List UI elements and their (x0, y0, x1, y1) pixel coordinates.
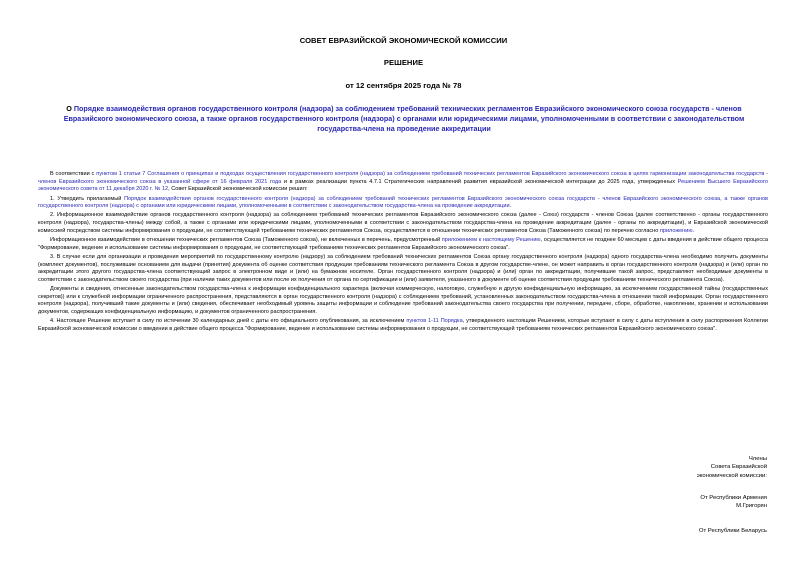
paragraph-3: 3. В случае если для организации и проведения мероприятий по государственному контролю (надзору) за соблюдением требований технических регламентов Союза органу государственного контроля (надзора) одного государства-члена необходимо получить документы (комплект документов), послужившие основанием для выдачи (принятия) документа об оценке соответствия продукции требованиям технического регламента Союза в другом государстве-члене, он может направить в орган государственного контроля (надзора) и (или) орган по аккредитации этого другого государства-члена соответствующий запрос в электронном виде и (или) на бумажном носителе. Орган государственного контроля (надзора) и (или) орган по аккредитации, получившие такой запрос, представляют необходимые документы в соответствии с законодательством своего государства (при наличии таких документов или после их получения от органа по сертификации и (или) заявителя, указанного в документе об оценке соответствия продукции требованиям технического регламента Союза). (38, 253, 768, 283)
document-title (52, 104, 756, 135)
text-run: Информационное взаимодействие в отношении технических регламентов Союза (Таможенного союза), не включенных в перечень, предусмотренный (50, 237, 442, 244)
text-run: , утвержденного настоящим Решением, которые вступают в силу с даты вступления в силу распоряжения Коллегии Евразийской экономической комиссии о введении в действие общего процесса "Формирование, ведение и использование системы информирования о продукции, не соответствующей требованиям технических регламентов Евразийского экономического союза". (38, 318, 768, 333)
title-prefix: О (66, 104, 74, 113)
signature-armenia (700, 494, 767, 511)
document-body (38, 171, 768, 334)
document-type: РЕШЕНИЕ (383, 58, 424, 67)
text-run: В соответствии с (50, 171, 97, 177)
signature-belarus (699, 527, 767, 535)
signature-heading-line: Члены (748, 456, 767, 462)
procedure-link[interactable]: Порядок взаимодействия органов государственного контроля (надзора) за соблюдением требований технических регламентов Евразийского экономического союза государств - членов Евразийского экономического союза, а также органов государственного контроля (надзора) с органами или юридическими лицами, уполномоченными в соответствии с законодательством государства-члена на проведение аккредитации (38, 195, 768, 210)
paragraph-preamble (38, 171, 768, 194)
title-link[interactable]: Порядке взаимодействия органов государственного контроля (надзора) за соблюдением требований технических регламентов Евразийского экономического союза государств - членов Евразийского экономического союза, а также органов государственного контроля (надзора) с органами или юридическими лицами, уполномоченными в соответствии с законодательством государства-члена на проведение аккредитации (63, 104, 745, 134)
signatory-country: От Республики Армения (700, 495, 767, 501)
procedure-items-link[interactable]: пунктов 1-11 Порядка (406, 318, 463, 325)
decision-link[interactable]: Решением Высшего Евразийского экономического совета от 11 декабря 2020 г. № 12 (38, 178, 768, 193)
paragraph-3-continued: Документы и сведения, отнесенные законодательством государства-члена к информации конфиденциального характера (включая коммерческую, налоговую, служебную и другую конфиденциальную информацию, за исключением государственной тайны (государственных секретов)) или к служебной информации ограниченного распространения, представляются в орган государственного контроля (надзора) с соблюдением требований, установленных законодательством государства-члена в отношении такой информации. Орган государственного контроля (надзора), получивший такие документы и (или) сведения, обеспечивает необходимый уровень защиты информации и соблюдение требований законодательства своего государства при получении, передаче, сборе, обработке, накоплении, хранении и использовании документов, содержащих конфиденциальную информацию, и документов ограниченного распространения. (38, 286, 768, 316)
signature-heading (697, 455, 767, 480)
text-run: 2. Информационное взаимодействие органов государственного контроля (надзора) за соблюдением требований технических регламентов Евразийского экономического союза (далее - Союз) государств - членов Союза (далее соответственно - органы государственного контроля (надзора), государства-члены) между собой, а также с органами или юридическими лицами, уполномоченными в соответствии с законодательством государства-члена на проведение аккредитации (далее - органы по аккредитации), и Евразийской экономической комиссией посредством системы информирования о продукции, не соответствующей требованиям технических регламентов Союза, осуществляется в отношении технических регламентов Союза (Таможенного союза) по перечню согласно (38, 212, 768, 234)
paragraph-4 (38, 318, 768, 333)
text-run: 4. Настоящее Решение вступает в силу по истечении 30 календарных дней с даты его официального опубликования, за исключением (50, 318, 407, 325)
signature-heading-line: Совета Евразийской (710, 464, 767, 471)
paragraph-2-continued (38, 237, 768, 252)
signatory-country: От Республики Беларусь (698, 528, 767, 534)
text-run: и в рамках реализации пункта 4.7.1 Стратегических направлений развития евразийской экономической интеграции до 2025 года, утвержденных (281, 178, 678, 185)
text-run: , осуществляется не позднее 60 месяцев с даты введения в действие общего процесса "Формирование, ведение и использование системы информирования о продукции, не соответствующей требованиям технических регламентов Евразийского экономического союза". (38, 237, 768, 251)
text-run: , Совет Евразийской экономической комиссии решил: (168, 186, 308, 193)
document-date: от 12 сентября 2025 года № 78 (345, 81, 462, 90)
paragraph-2 (38, 212, 768, 235)
agreement-link[interactable]: пунктом 1 статьи 7 Соглашения о принципах и подходах осуществления государственного контроля (надзора) за соблюдением требований технических регламентов Евразийского экономического союза в целях гармонизации законодательства государств - членов Евразийского экономического союза в указанной сфере от 16 февраля 2021 года (38, 171, 768, 185)
issuing-authority: СОВЕТ ЕВРАЗИЙСКОЙ ЭКОНОМИЧЕСКОЙ КОМИССИИ (299, 36, 508, 45)
text-run: . (509, 203, 512, 210)
appendix-decision-link[interactable]: приложением к настоящему Решению (441, 237, 541, 244)
appendix-link[interactable]: приложению (659, 227, 693, 234)
paragraph-1 (38, 196, 768, 211)
signature-heading-line: экономической комиссии: (696, 472, 767, 479)
signatory-name: М.Григорян (736, 503, 767, 510)
text-run: 1. Утвердить прилагаемый (50, 195, 125, 202)
text-run: . (692, 227, 695, 234)
